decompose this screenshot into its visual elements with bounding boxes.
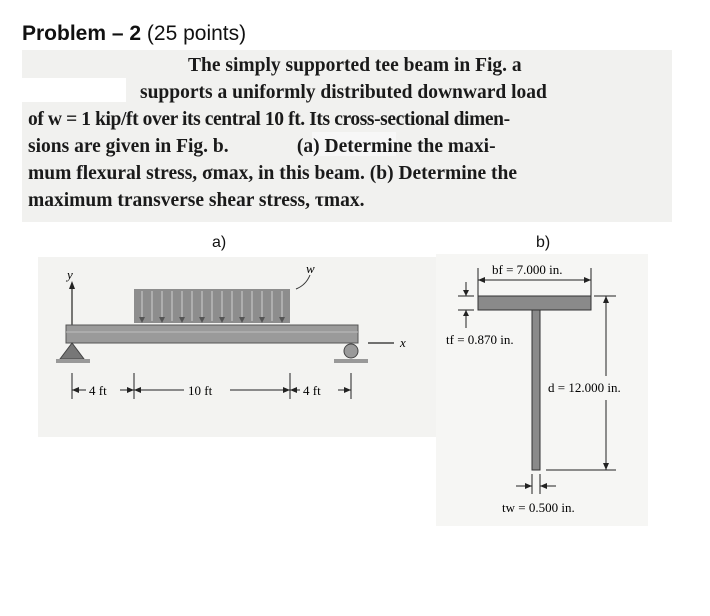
roller-support: [344, 344, 358, 358]
dim-label-center: 10 ft: [188, 383, 213, 398]
load-leader: [296, 275, 310, 289]
problem-line: mum flexural stress, σmax, in this beam. (b) Determine the: [28, 163, 518, 184]
problem-statement-scan: [22, 50, 672, 222]
bf-label: bf = 7.000 in.: [492, 262, 563, 277]
dim-label-right: 4 ft: [303, 383, 321, 398]
y-axis-label: y: [67, 267, 73, 282]
pin-support: [60, 343, 84, 359]
x-axis-label: x: [400, 335, 406, 350]
tee-flange: [478, 296, 591, 310]
problem-line: supports a uniformly distributed downward load: [140, 82, 547, 103]
problem-line: sions are given in Fig. b. (a) Determine the maxi-: [28, 136, 496, 157]
roller-ground: [334, 359, 368, 363]
problem-line: maximum transverse shear stress, τmax.: [28, 190, 365, 211]
d-label: d = 12.000 in.: [548, 380, 621, 395]
figure-a-label: a): [212, 234, 227, 251]
problem-heading: [22, 22, 246, 46]
problem-statement: [28, 52, 668, 214]
problem-line: The simply supported tee beam in Fig. a: [188, 55, 522, 76]
pin-ground: [56, 359, 90, 363]
figure-b-cross-section: [436, 254, 648, 526]
problem-number: Problem – 2: [22, 22, 142, 45]
problem-points: (25 points): [141, 22, 247, 45]
problem-line: of w = 1 kip/ft over its central 10 ft. Its cross-sectional dimen-: [28, 109, 510, 130]
figure-b-label: b): [536, 234, 551, 251]
dim-label-left: 4 ft: [89, 383, 107, 398]
y-axis-arrow: [69, 281, 75, 289]
tw-label: tw = 0.500 in.: [502, 500, 575, 515]
tf-label: tf = 0.870 in.: [446, 332, 514, 347]
beam-body: [66, 325, 358, 343]
load-symbol: w: [306, 261, 315, 276]
tee-web: [532, 310, 540, 470]
figure-a-beam: [38, 257, 436, 437]
